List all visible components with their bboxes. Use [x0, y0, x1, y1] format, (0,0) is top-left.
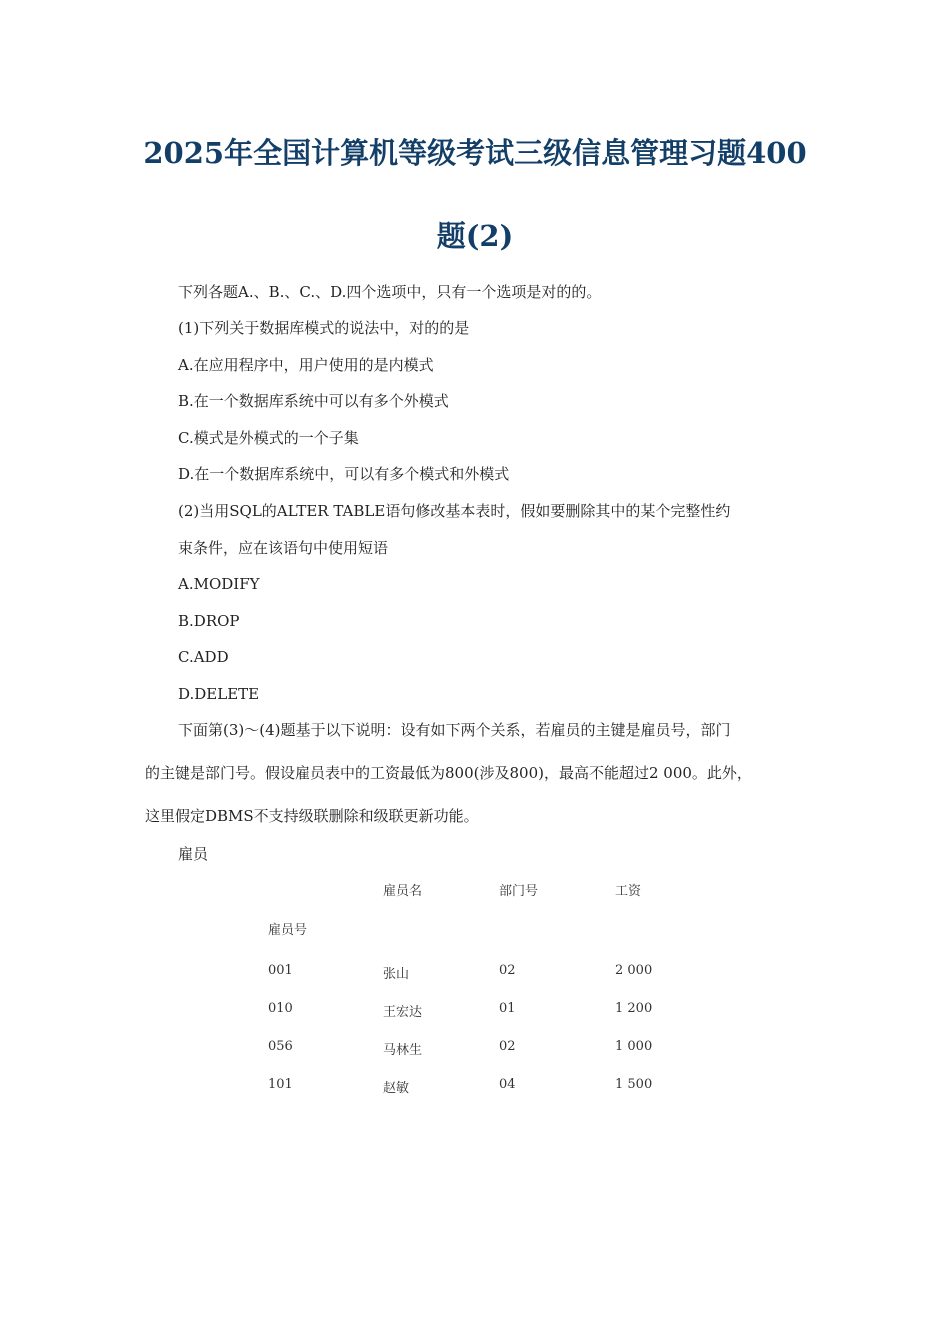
table-cell: 王宏达: [383, 1005, 423, 1020]
scenario-text-line-1: 下面第(3)～(4)题基于以下说明：设有如下两个关系，若雇员的主键是雇员号，部门: [178, 721, 731, 739]
scenario-text-line-3: 这里假定DBMS不支持级联删除和级联更新功能。: [145, 807, 479, 825]
question-2-option-b: B.DROP: [178, 612, 240, 630]
table-caption: 雇员: [178, 845, 209, 863]
table-header-cell: 工资: [615, 884, 642, 899]
question-2-option-a: A.MODIFY: [178, 575, 260, 593]
question-1-stem: (1)下列关于数据库模式的说法中，对的的是: [178, 319, 470, 337]
question-1-option-c: C.模式是外模式的一个子集: [178, 429, 359, 447]
table-cell: 张山: [383, 967, 410, 982]
table-header-cell: 雇员号: [268, 923, 308, 938]
document-title-line-2: 题(2): [436, 219, 514, 253]
table-cell: 1 200: [615, 1001, 653, 1016]
table-cell: 01: [499, 1001, 516, 1016]
question-1-option-b: B.在一个数据库系统中可以有多个外模式: [178, 392, 449, 410]
question-1-option-d: D.在一个数据库系统中，可以有多个模式和外模式: [178, 465, 510, 483]
table-cell: 101: [268, 1077, 293, 1092]
table-cell: 056: [268, 1039, 293, 1054]
question-2-option-c: C.ADD: [178, 648, 229, 666]
document-title-line-1: 2025年全国计算机等级考试三级信息管理习题400: [143, 136, 807, 170]
instructions-text: 下列各题A.、B.、C.、D.四个选项中，只有一个选项是对的的。: [178, 283, 602, 301]
table-cell: 04: [499, 1077, 516, 1092]
table-header-cell: 部门号: [499, 884, 539, 899]
table-header-cell: 雇员名: [383, 884, 423, 899]
table-cell: 1 000: [615, 1039, 653, 1054]
table-cell: 2 000: [615, 963, 653, 978]
table-cell: 1 500: [615, 1077, 653, 1092]
table-cell: 010: [268, 1001, 293, 1016]
table-cell: 马林生: [383, 1043, 423, 1058]
table-cell: 赵敏: [383, 1081, 410, 1096]
question-2-stem-line-2: 束条件，应在该语句中使用短语: [178, 539, 389, 557]
table-cell: 02: [499, 1039, 516, 1054]
table-cell: 02: [499, 963, 516, 978]
question-1-option-a: A.在应用程序中，用户使用的是内模式: [178, 356, 434, 374]
question-2-option-d: D.DELETE: [178, 685, 260, 703]
question-2-stem-line-1: (2)当用SQL的ALTER TABLE语句修改基本表时，假如要删除其中的某个完整性约: [178, 502, 731, 520]
scenario-text-line-2: 的主键是部门号。假设雇员表中的工资最低为800(涉及800)，最高不能超过2 000。此外，: [145, 764, 752, 782]
table-cell: 001: [268, 963, 293, 978]
